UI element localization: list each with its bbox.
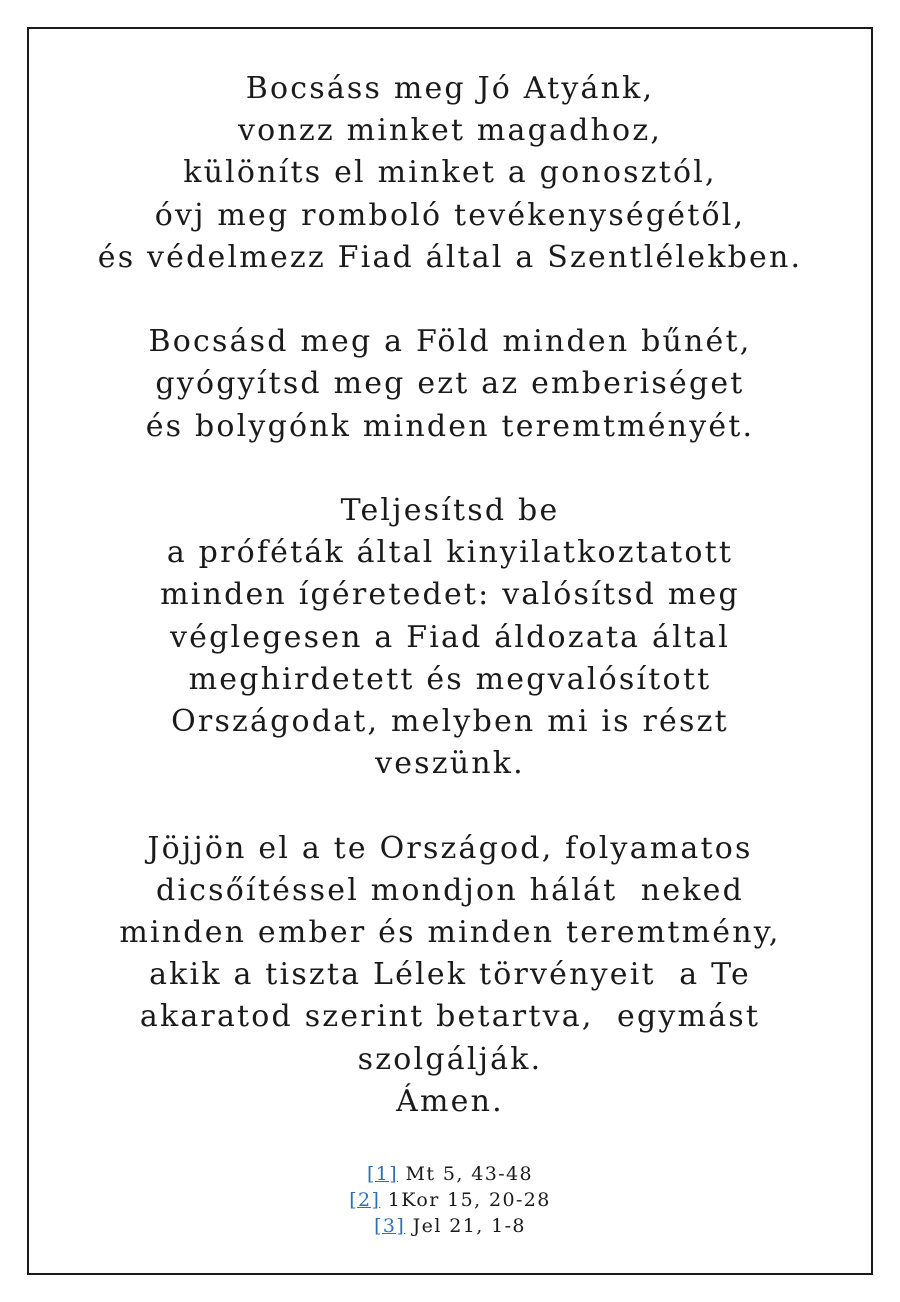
- poem-line: veszünk.: [375, 746, 525, 782]
- poem-line: minden ígéretedet: valósítsd meg: [160, 577, 740, 613]
- poem-line: dicsőítéssel mondjon hálát neked: [155, 872, 745, 908]
- poem-line: Jöjjön el a te Országod, folyamatos: [147, 830, 753, 866]
- poem-line: meghirdetett és megvalósított: [188, 661, 712, 697]
- poem-line: különíts el minket a gonosztól,: [183, 155, 717, 191]
- poem-line: minden ember és minden teremtmény,: [119, 915, 781, 951]
- poem-line: Teljesítsd be: [340, 493, 560, 528]
- poem-line: akaratod szerint betartva, egymást: [139, 999, 761, 1035]
- stanza-1: [29, 68, 871, 279]
- footnote-3: [29, 1213, 871, 1239]
- poem-line: óvj meg romboló tevékenységétől,: [154, 197, 746, 233]
- footnote-text-1: Mt 5, 43-48: [398, 1163, 534, 1185]
- stanza-3: [29, 490, 871, 785]
- poem-line: és bolygónk minden teremtményét.: [145, 408, 755, 444]
- footnote-ref-link-3[interactable]: [3]: [374, 1215, 406, 1237]
- poem-body: [29, 68, 871, 1123]
- poem-line: gyógyítsd meg ezt az emberiséget: [155, 366, 745, 402]
- footnote-ref-link-2[interactable]: [2]: [349, 1189, 381, 1211]
- footnote-1: [29, 1161, 871, 1187]
- poem-line-amen: Ámen.: [396, 1083, 504, 1119]
- poem-line: és védelmezz Fiad által a Szentlélekben.: [97, 239, 803, 275]
- poem-line: a próféták által kinyilatkoztatott: [166, 535, 734, 571]
- poem-line: szolgálják.: [357, 1041, 543, 1077]
- poem-line: Országodat, melyben mi is részt: [171, 704, 729, 740]
- footnotes: [29, 1161, 871, 1239]
- poem-line: Bocsásd meg a Föld minden bűnét,: [148, 324, 752, 360]
- stanza-2: [29, 321, 871, 448]
- poem-line: Bocsáss meg Jó Atyánk,: [245, 71, 655, 106]
- poem-line: vonzz minket magadhoz,: [237, 113, 663, 149]
- poem-line: véglegesen a Fiad áldozata által: [169, 619, 730, 655]
- footnote-ref-link-1[interactable]: [1]: [366, 1163, 399, 1185]
- footnote-text-2: 1Kor 15, 20-28: [380, 1189, 551, 1211]
- poem-line: akik a tiszta Lélek törvényeit a Te: [149, 957, 751, 993]
- footnote-text-3: Jel 21, 1-8: [405, 1215, 526, 1237]
- stanza-4: [29, 828, 871, 1123]
- footnote-2: [29, 1187, 871, 1213]
